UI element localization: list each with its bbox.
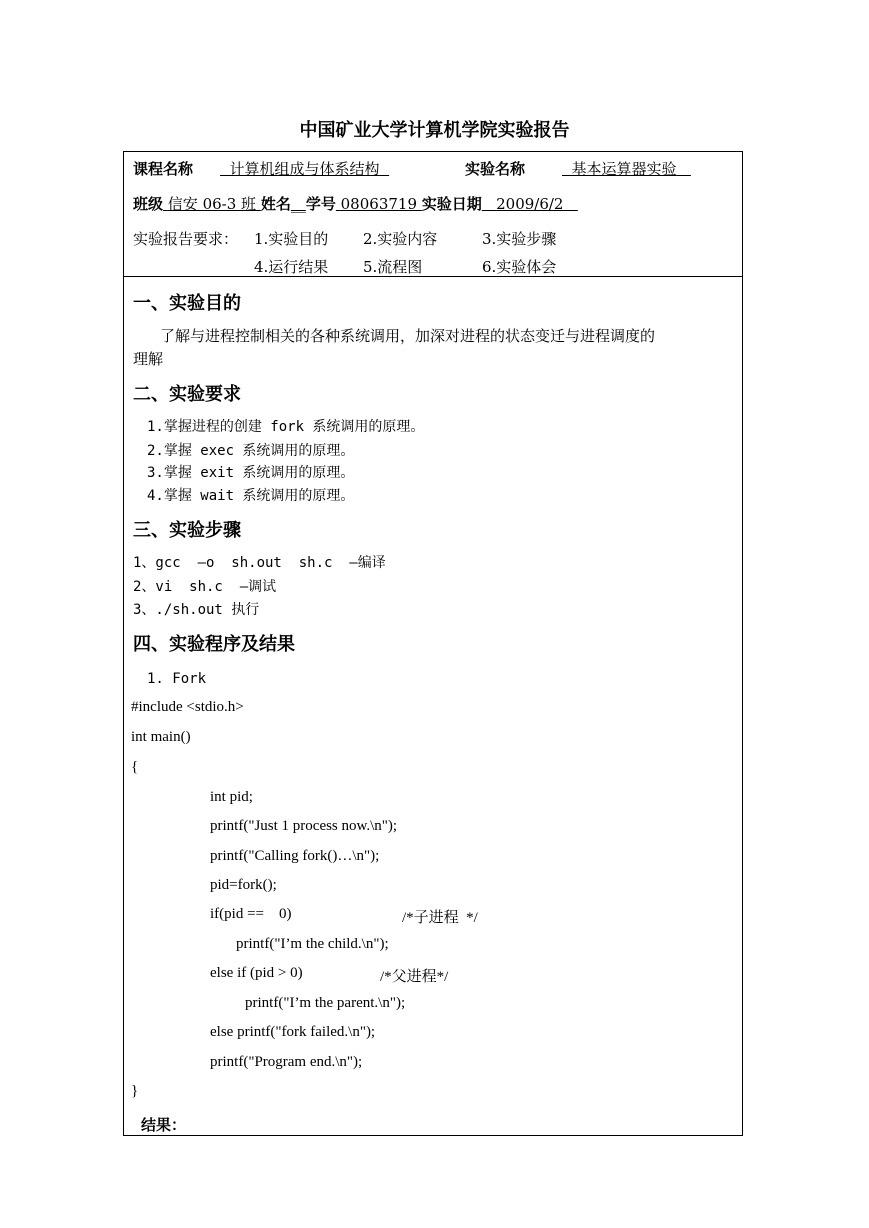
code-line: printf("Program end.\n"); (210, 1054, 363, 1070)
course-value (220, 158, 389, 179)
date-value-text: 2009/6/2 (496, 195, 564, 213)
code-line: pid=fork(); (210, 877, 277, 893)
code-line: else printf("fork failed.\n"); (210, 1024, 376, 1040)
code-line: else if (pid > 0) (210, 965, 303, 981)
requirement-item: 1.实验目的 (254, 230, 329, 248)
class-label: 班级 (133, 195, 164, 213)
class-row (133, 193, 578, 214)
student-id-value (336, 195, 422, 213)
name-value: __ (290, 195, 306, 213)
step-line: 1、gcc –o sh.out sh.c –编译 (133, 555, 386, 571)
code-comment: /*子进程 */ (402, 910, 478, 926)
requirement-line: 2.掌握 exec 系统调用的原理。 (147, 443, 355, 459)
program-subtitle: 1. Fork (147, 671, 207, 687)
code-line: } (131, 1083, 139, 1099)
step-line: 2、vi sh.c –调试 (133, 579, 277, 595)
purpose-text-line2: 理解 (133, 350, 164, 368)
date-value (482, 195, 578, 213)
requirement-line: 4.掌握 wait 系统调用的原理。 (147, 488, 355, 504)
code-line: int pid; (210, 789, 253, 805)
class-value-text: 信安 06-3 班 (167, 195, 257, 213)
requirement-item: 2.实验内容 (363, 230, 438, 248)
experiment-label: 实验名称 (465, 160, 526, 178)
requirement-line: 1.掌握进程的创建 fork 系统调用的原理。 (147, 419, 425, 435)
section-steps-title: 三、实验步骤 (133, 520, 241, 541)
code-line: printf("I’m the parent.\n"); (245, 995, 406, 1011)
experiment-value (562, 158, 691, 179)
code-line: if(pid == 0) (210, 906, 292, 922)
report-title: 中国矿业大学计算机学院实验报告 (299, 120, 570, 141)
code-line: #include <stdio.h> (131, 699, 244, 715)
requirement-item: 5.流程图 (363, 258, 423, 276)
code-comment: /*父进程*/ (380, 969, 449, 985)
code-line: printf("Just 1 process now.\n"); (210, 818, 398, 834)
code-line: { (131, 759, 139, 775)
student-id-text: 08063719 (340, 195, 417, 213)
requirement-item: 6.实验体会 (482, 258, 557, 276)
course-value-text: 计算机组成与体系结构 (229, 160, 380, 178)
purpose-text-line1: 了解与进程控制相关的各种系统调用，加深对进程的状态变迁与进程调度的 (160, 327, 656, 345)
result-label: 结果： (141, 1116, 187, 1134)
header-divider (123, 276, 743, 277)
name-label: 姓名 (260, 195, 291, 213)
code-line: printf("Calling fork()…\n"); (210, 848, 380, 864)
requirement-item: 4.运行结果 (254, 258, 329, 276)
section-purpose-title: 一、实验目的 (133, 293, 241, 314)
class-value (163, 195, 261, 213)
code-line: printf("I’m the child.\n"); (236, 936, 389, 952)
section-requirements-title: 二、实验要求 (133, 384, 241, 405)
course-label: 课程名称 (133, 160, 194, 178)
requirement-line: 3.掌握 exit 系统调用的原理。 (147, 465, 355, 481)
experiment-value-text: 基本运算器实验 (571, 160, 677, 178)
date-label: 实验日期 (421, 195, 482, 213)
code-line: int main() (131, 729, 191, 745)
student-id-label: 学号 (305, 195, 336, 213)
section-program-title: 四、实验程序及结果 (133, 634, 295, 655)
requirements-label: 实验报告要求： (133, 230, 239, 248)
step-line: 3、./sh.out 执行 (133, 602, 260, 618)
requirement-item: 3.实验步骤 (482, 230, 557, 248)
